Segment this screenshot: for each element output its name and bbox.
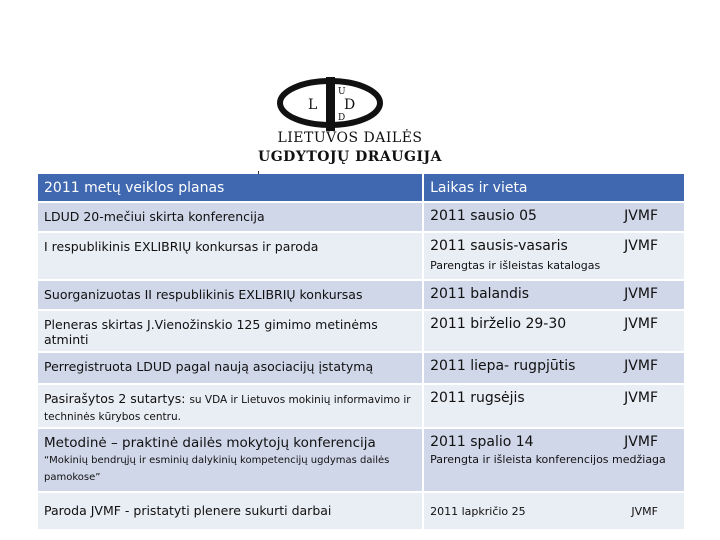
table-row (38, 310, 685, 352)
date-text: 2011 liepa- rugpjūtis (430, 358, 576, 374)
activity-cell (38, 384, 423, 428)
date-text: 2011 lapkričio 25 (430, 505, 526, 518)
activity-cell: Perregistruota LDUD pagal naują asociacijų įstatymą (38, 352, 423, 384)
table-row (38, 352, 685, 384)
svg-text:D: D (338, 113, 346, 123)
table-row (38, 384, 685, 428)
svg-text:L: L (308, 97, 318, 113)
venue-text: JVMF (624, 358, 658, 374)
date-text: 2011 birželio 29-30 (430, 316, 567, 332)
time-place-cell (423, 492, 685, 530)
activity-main-text: Metodinė – praktinė dailės mokytojų konferencija (44, 435, 376, 451)
header-time-place: Laikas ir vieta (423, 174, 685, 202)
venue-text: JVMF (631, 505, 658, 518)
time-place-cell (423, 428, 685, 492)
logo-line-2: UGDYTOJŲ DRAUGIJA (258, 149, 442, 165)
activity-cell: Pleneras skirtas J.Vienožinskio 125 gimimo metinėms atminti (38, 310, 423, 352)
table-row (38, 232, 685, 280)
table-row (38, 428, 685, 492)
time-place-cell (423, 202, 685, 232)
date-text: 2011 spalio 14 (430, 434, 534, 450)
date-text: 2011 sausio 05 (430, 208, 537, 224)
ldud-emblem-icon (250, 76, 450, 132)
header-activity: 2011 metų veiklos planas (38, 174, 423, 202)
logo-line-1: LIETUVOS DAILĖS (277, 130, 423, 146)
activity-detail-text: “Mokinių bendrųjų ir esminių dalykinių kompetencijų ugdymas dailės pamokose” (44, 455, 390, 483)
date-text: 2011 balandis (430, 286, 530, 302)
activity-detail-text: su VDA ir Lietuvos mokinių informavimo ir techninės kūrybos centru. (44, 394, 411, 423)
table-row (38, 492, 685, 530)
ldud-logo (250, 76, 450, 172)
note-text: Parengtas ir išleistas katalogas (430, 259, 601, 272)
activity-cell: Suorganizuotas II respublikinis EXLIBRIŲ konkursas (38, 280, 423, 310)
table-row (38, 280, 685, 310)
activity-main-text: Pasirašytos 2 sutartys: (44, 391, 186, 406)
svg-text:D: D (344, 97, 356, 113)
activity-cell: LDUD 20-mečiui skirta konferencija (38, 202, 423, 232)
venue-text: JVMF (624, 286, 658, 302)
venue-text: JVMF (624, 208, 658, 224)
time-place-cell (423, 232, 685, 280)
activity-cell: I respublikinis EXLIBRIŲ konkursas ir paroda (38, 232, 423, 280)
table-row (38, 202, 685, 232)
table-header-row (38, 174, 685, 202)
activity-cell: Paroda JVMF - pristatyti plenere sukurti darbai (38, 492, 423, 530)
venue-text: JVMF (624, 390, 658, 406)
activity-plan-table (38, 174, 686, 531)
time-place-cell (423, 310, 685, 352)
venue-text: JVMF (624, 238, 658, 254)
venue-text: JVMF (624, 316, 658, 332)
time-place-cell (423, 384, 685, 428)
date-text: 2011 sausis-vasaris (430, 238, 568, 254)
time-place-cell (423, 352, 685, 384)
venue-text: JVMF (624, 434, 658, 450)
note-text: Parengta ir išleista konferencijos medžiaga (430, 453, 666, 466)
activity-cell (38, 428, 423, 492)
date-text: 2011 rugsėjis (430, 390, 525, 406)
time-place-cell (423, 280, 685, 310)
svg-text:U: U (338, 87, 346, 97)
